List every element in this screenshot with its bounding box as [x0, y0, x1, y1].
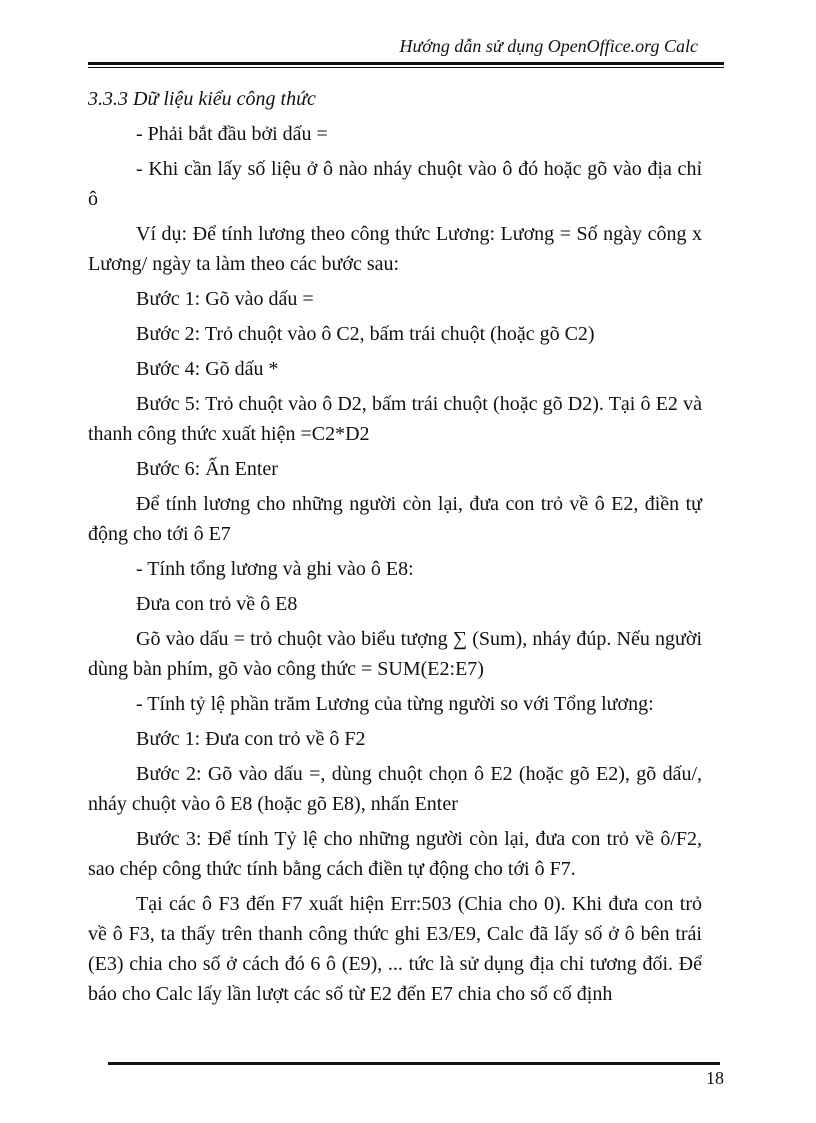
section-heading: 3.3.3 Dữ liệu kiểu công thức [88, 88, 316, 110]
paragraph: Bước 2: Trỏ chuột vào ô C2, bấm trái chuột (hoặc gõ C2) [136, 323, 595, 345]
paragraph: - Tính tỷ lệ phần trăm Lương của từng người so với Tổng lương: [136, 693, 654, 715]
paragraph: Bước 6: Ấn Enter [136, 458, 278, 480]
paragraph: Để tính lương cho những người còn lại, đưa con trỏ về ô E2, điền tự động cho tới ô E7 [88, 493, 702, 545]
paragraph: - Phải bắt đầu bởi dấu = [136, 123, 328, 145]
page-body [88, 84, 702, 1014]
paragraph: Tại các ô F3 đến F7 xuất hiện Err:503 (Chia cho 0). Khi đưa con trỏ về ô F3, ta thấy trên thanh công thức ghi E3/E9, Calc đã lấy số ở ô bên trái (E3) chia cho số ở cách đó 6 ô (E9), ... tức là sử dụng địa chỉ tương đối. Để báo cho Calc lấy lần lượt các số từ E2 đến E7 chia cho số cố định [88, 893, 702, 1005]
header-rule-thick [88, 62, 724, 65]
paragraph: Bước 5: Trỏ chuột vào ô D2, bấm trái chuột (hoặc gõ D2). Tại ô E2 và thanh công thức xuất hiện =C2*D2 [88, 393, 702, 445]
paragraph: Đưa con trỏ về ô E8 [136, 593, 298, 615]
paragraph: Bước 1: Gõ vào dấu = [136, 288, 314, 310]
paragraph: Bước 3: Để tính Tỷ lệ cho những người còn lại, đưa con trỏ về ô/F2, sao chép công thức tính bằng cách điền tự động cho tới ô F7. [88, 828, 702, 880]
page-number: 18 [706, 1068, 724, 1088]
header-rule-thin [88, 67, 724, 68]
footer-rule [108, 1062, 720, 1065]
paragraph: Ví dụ: Để tính lương theo công thức Lương: Lương = Số ngày công x Lương/ ngày ta làm theo các bước sau: [88, 223, 702, 275]
paragraph: Bước 2: Gõ vào dấu =, dùng chuột chọn ô E2 (hoặc gõ E2), gõ dấu/, nháy chuột vào ô E8 (hoặc gõ E8), nhấn Enter [88, 763, 702, 815]
paragraph: Bước 4: Gõ dấu * [136, 358, 279, 380]
paragraph: Gõ vào dấu = trỏ chuột vào biểu tượng ∑ (Sum), nháy đúp. Nếu người dùng bàn phím, gõ vào công thức = SUM(E2:E7) [88, 628, 702, 680]
paragraph: - Khi cần lấy số liệu ở ô nào nháy chuột vào ô đó hoặc gõ vào địa chỉ ô [88, 158, 702, 210]
page-header-title: Hướng dẫn sử dụng OpenOffice.org Calc [399, 36, 698, 56]
paragraph: - Tính tổng lương và ghi vào ô E8: [136, 558, 414, 580]
paragraph: Bước 1: Đưa con trỏ về ô F2 [136, 728, 366, 750]
